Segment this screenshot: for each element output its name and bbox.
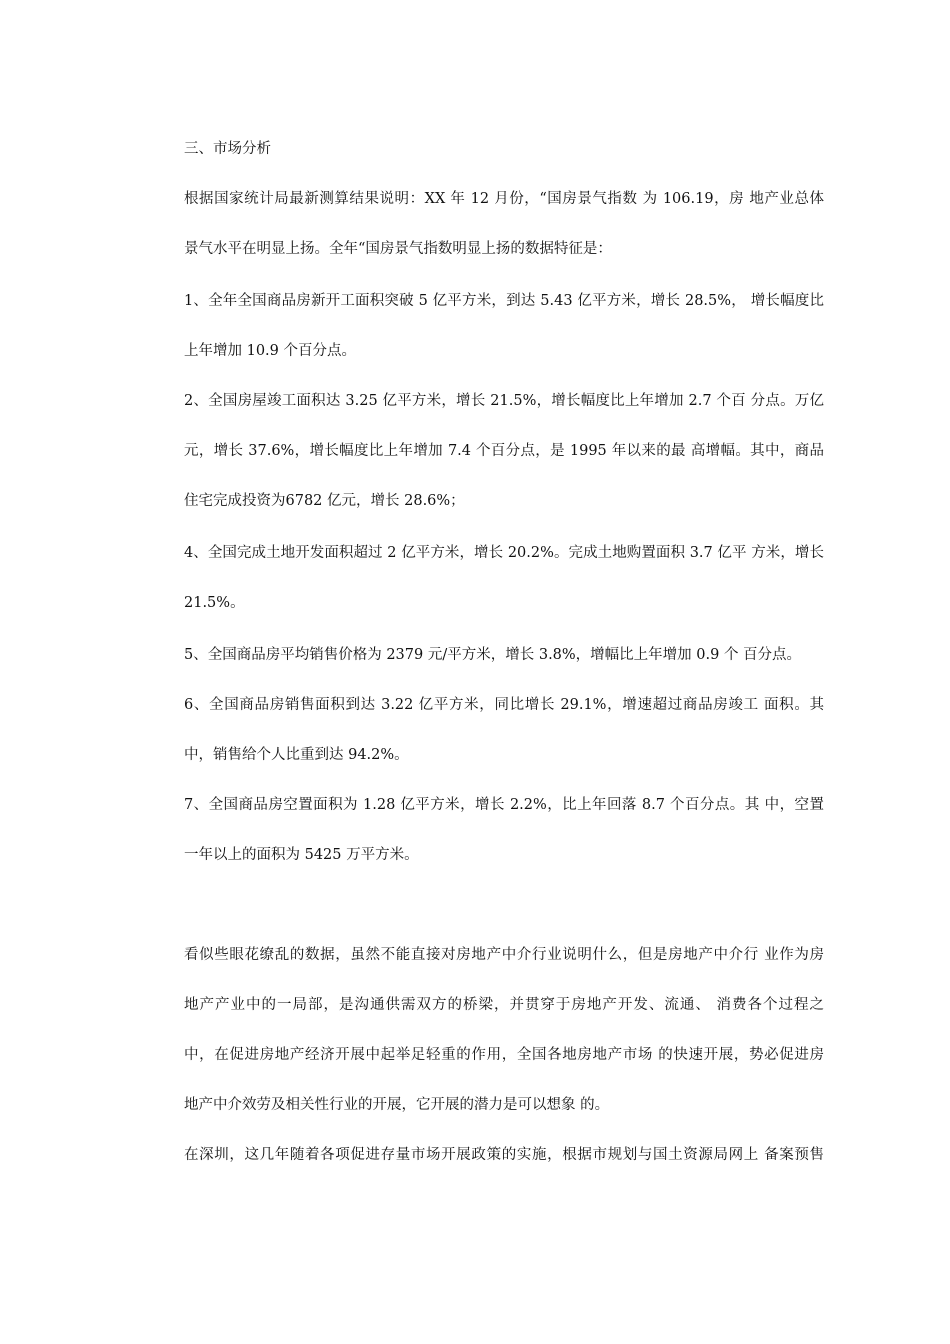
- paragraph-line: 景气水平在明显上扬。全年“国房景气指数明显上扬的数据特征是：: [184, 241, 612, 257]
- paragraph-line: 元，增长 37.6%，增长幅度比上年增加 7.4 个百分点，是 1995 年以来的最 高增幅。其中，商品: [184, 443, 824, 459]
- paragraph-line: 1、全年全国商品房新开工面积突破 5 亿平方米，到达 5.43 亿平方米，增长 28.5%， 增长幅度比: [184, 293, 824, 309]
- paragraph-line: 在深圳，这几年随着各项促进存量市场开展政策的实施，根据市规划与国土资源局网上 备案预售: [184, 1147, 824, 1163]
- paragraph-line: 看似些眼花缭乱的数据，虽然不能直接对房地产中介行业说明什么，但是房地产中介行 业作为房: [184, 947, 824, 963]
- paragraph-line: 6、全国商品房销售面积到达 3.22 亿平方米，同比增长 29.1%，增速超过商品房竣工 面积。其: [184, 697, 824, 713]
- paragraph-line: 一年以上的面积为 5425 万平方米。: [184, 847, 419, 863]
- paragraph-line: 2、全国房屋竣工面积达 3.25 亿平方米，增长 21.5%，增长幅度比上年增加 2.7 个百 分点。万亿: [184, 393, 824, 409]
- paragraph-line: 中，销售给个人比重到达 94.2%。: [184, 747, 409, 763]
- paragraph-line: 7、全国商品房空置面积为 1.28 亿平方米，增长 2.2%，比上年回落 8.7 个百分点。其 中，空置: [184, 797, 824, 813]
- paragraph-line: 4、全国完成土地开发面积超过 2 亿平方米，增长 20.2%。完成土地购置面积 3.7 亿平 方米，增长: [184, 545, 824, 561]
- paragraph-line: 21.5%。: [184, 595, 245, 611]
- paragraph-line: 上年增加 10.9 个百分点。: [184, 343, 357, 359]
- paragraph-line: 5、全国商品房平均销售价格为 2379 元/平方米，增长 3.8%，增幅比上年增加 0.9 个 百分点。: [184, 647, 802, 663]
- paragraph-line: 地产中介效劳及相关性行业的开展，它开展的潜力是可以想象 的。: [184, 1097, 610, 1113]
- section-heading: 三、市场分析: [184, 141, 271, 157]
- paragraph-line: 住宅完成投资为6782 亿元，增长 28.6%；: [184, 493, 465, 509]
- paragraph-line: 中，在促进房地产经济开展中起举足轻重的作用，全国各地房地产市场 的快速开展，势必促进房: [184, 1047, 824, 1063]
- paragraph-line: 地产产业中的一局部，是沟通供需双方的桥梁，并贯穿于房地产开发、流通、 消费各个过程之: [184, 997, 824, 1013]
- paragraph-line: 根据国家统计局最新测算结果说明：XX 年 12 月份，“国房景气指数 为 106.19，房 地产业总体: [184, 191, 824, 207]
